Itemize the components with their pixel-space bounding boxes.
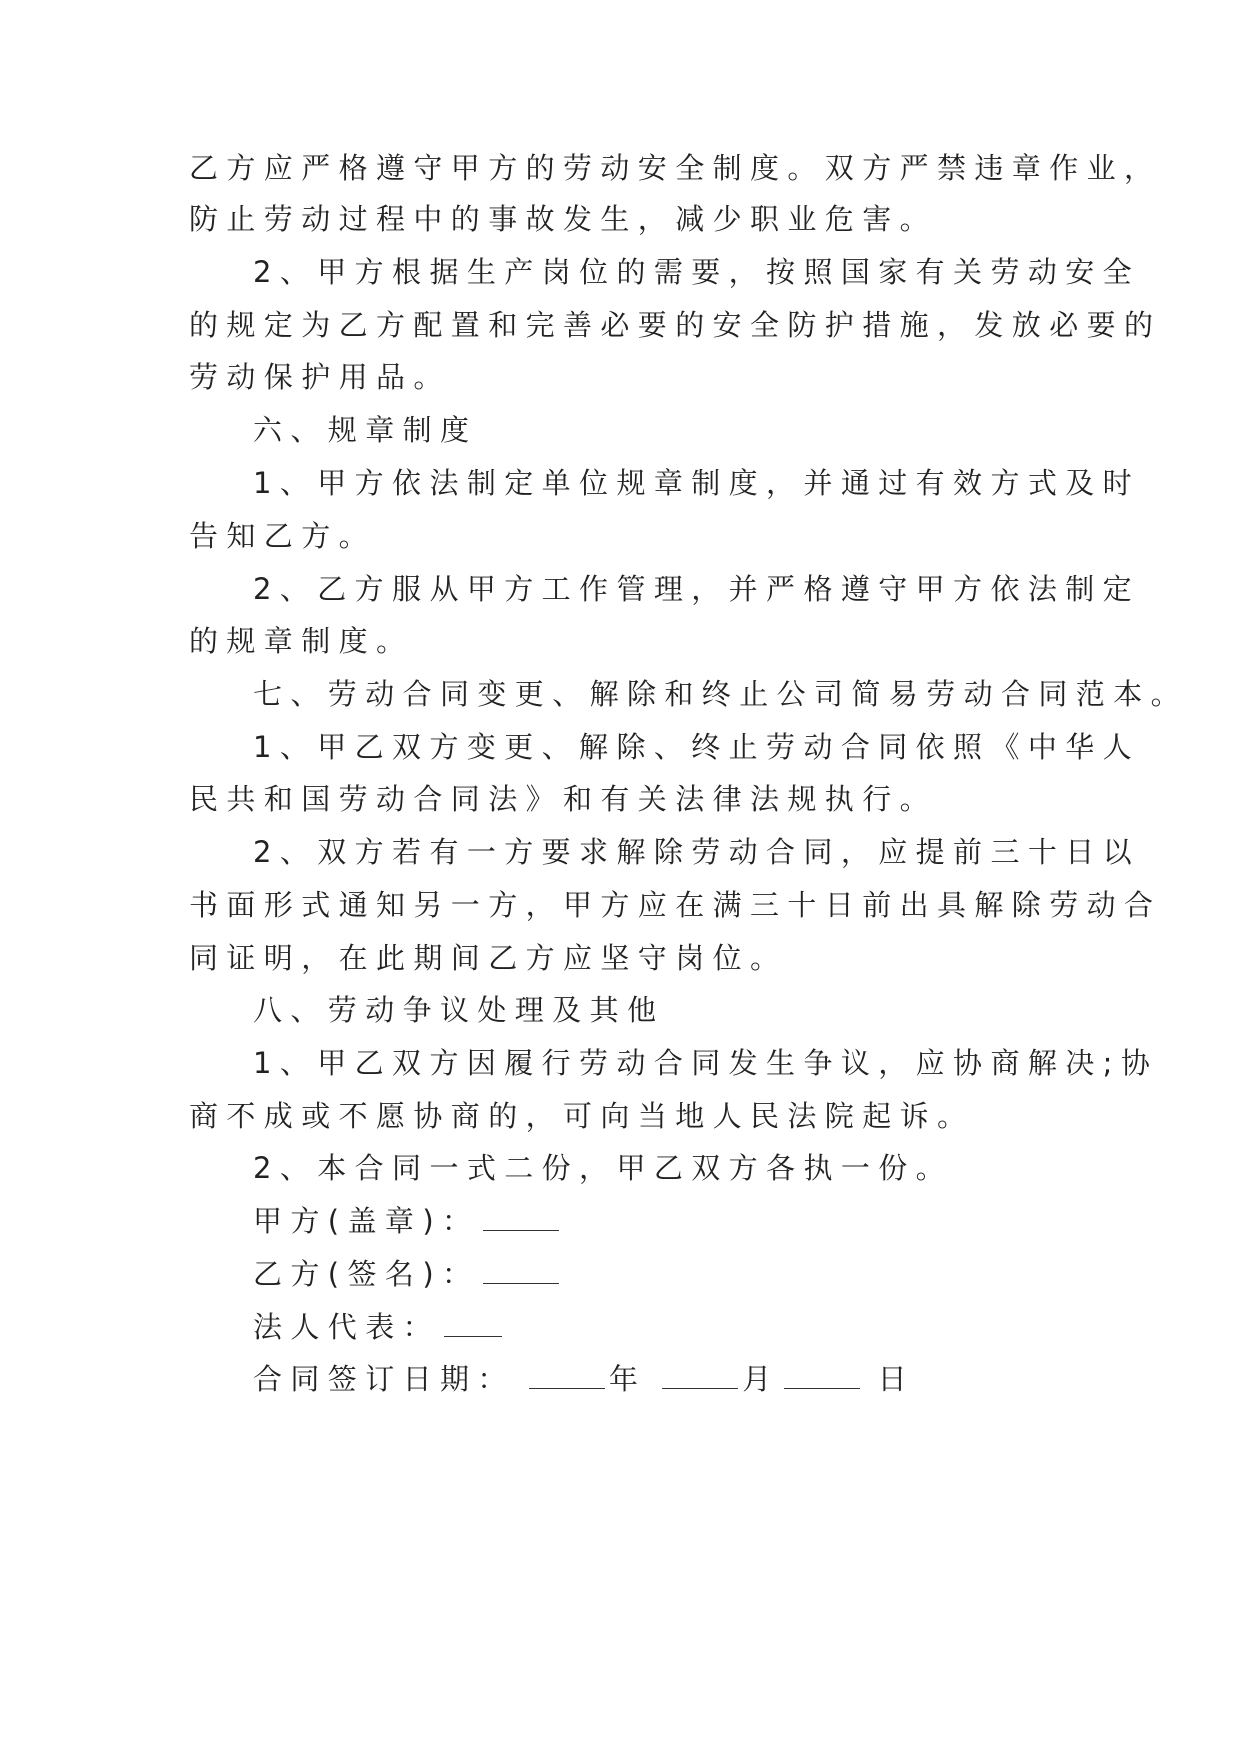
paragraph-line: 1、甲乙双方因履行劳动合同发生争议，应协商解决;协 [253,1046,1159,1080]
paragraph-line: 同证明，在此期间乙方应坚守岗位。 [189,941,788,975]
month-blank[interactable] [662,1360,738,1389]
paragraph-line: 的规定为乙方配置和完善必要的安全防护措施，发放必要的 [189,308,1162,342]
legal-rep-blank[interactable] [444,1308,502,1337]
party-b-blank[interactable] [483,1255,559,1284]
paragraph-line: 乙方应严格遵守甲方的劳动安全制度。双方严禁违章作业， [189,151,1162,185]
paragraph-line: 1、甲方依法制定单位规章制度，并通过有效方式及时 [253,466,1141,500]
paragraph-line: 2、双方若有一方要求解除劳动合同，应提前三十日以 [253,835,1141,869]
party-a-label: 甲方(盖章)： [253,1204,480,1238]
paragraph-line: 的规章制度。 [189,624,414,658]
section-heading: 七、劳动合同变更、解除和终止公司简易劳动合同范本。 [253,677,1189,711]
party-a-blank[interactable] [483,1202,559,1231]
party-b-signature-line [253,1249,1059,1299]
party-a-signature-line [253,1196,1059,1246]
party-b-label: 乙方(签名)： [253,1257,480,1291]
paragraph-line: 防止劳动过程中的事故发生，减少职业危害。 [189,202,938,236]
day-blank[interactable] [784,1360,860,1389]
signing-date-label: 合同签订日期： [253,1362,515,1396]
paragraph-line: 劳动保护用品。 [189,360,451,394]
paragraph-line: 书面形式通知另一方，甲方应在满三十日前出具解除劳动合 [189,888,1162,922]
paragraph-line: 1、甲乙双方变更、解除、终止劳动合同依照《中华人 [253,730,1141,764]
paragraph-line: 2、乙方服从甲方工作管理，并严格遵守甲方依法制定 [253,572,1141,606]
month-label: 月 [742,1362,780,1396]
paragraph-line: 告知乙方。 [189,519,377,553]
year-label: 年 [608,1362,647,1396]
signing-date-line [253,1354,1059,1404]
year-blank[interactable] [529,1360,605,1389]
legal-rep-label: 法人代表： [253,1310,441,1344]
section-heading: 六、规章制度 [253,413,478,447]
paragraph-line: 2、甲方根据生产岗位的需要，按照国家有关劳动安全 [253,255,1141,289]
section-heading: 八、劳动争议处理及其他 [253,993,665,1027]
day-label: 日 [877,1362,916,1396]
legal-rep-line [253,1302,1059,1352]
paragraph-line: 民共和国劳动合同法》和有关法律法规执行。 [189,782,938,816]
paragraph-line: 2、本合同一式二份，甲乙双方各执一份。 [253,1151,954,1185]
paragraph-line: 商不成或不愿协商的，可向当地人民法院起诉。 [189,1099,975,1133]
